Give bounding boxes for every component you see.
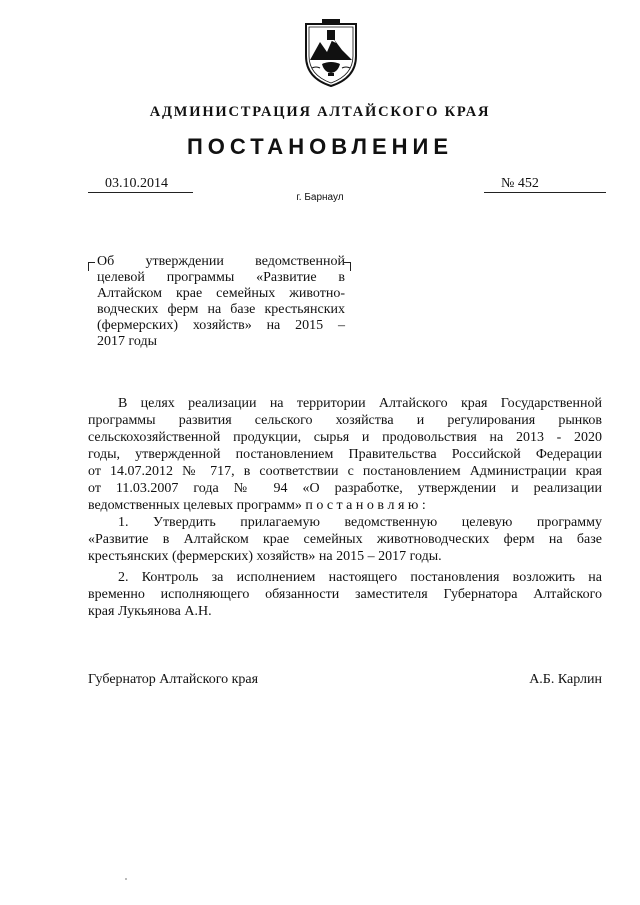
body-line: края Лукьянова А.Н. <box>88 604 212 619</box>
body-line: от 11.03.2007 года № 94 «О разработке, утверждении и реализации <box>88 481 602 496</box>
subject-line: Алтайском крае семейных животно- <box>97 286 345 301</box>
subject-line: целевой программы «Развитие в <box>97 270 345 285</box>
signatory-name: А.Б. Карлин <box>529 672 602 687</box>
preamble-paragraph <box>88 395 602 514</box>
subject-line: водческих ферм на базе крестьянских <box>97 302 345 317</box>
body-line: годы, утвержденной постановлением Правительства Российской Федерации <box>88 447 602 462</box>
subject-line: Об утверждении ведомственной <box>97 254 345 269</box>
body-line: от 14.07.2012 № 717, в соответствии с постановлением Администрации края <box>88 464 602 479</box>
body-line: программы развития сельского хозяйства и регулирования рынков <box>88 413 602 428</box>
body-line: крестьянских (фермерских) хозяйств» на 2015 – 2017 годы. <box>88 549 442 564</box>
document-date: 03.10.2014 <box>88 176 193 193</box>
document-body <box>88 395 602 620</box>
subject-bracket-left <box>88 262 95 271</box>
body-line: 2. Контроль за исполнением настоящего постановления возложить на <box>118 570 602 585</box>
body-line: сельскохозяйственной продукции, сырья и продовольствия на 2013 - 2020 <box>88 430 602 445</box>
body-line: временно исполняющего обязанности заместителя Губернатора Алтайского <box>88 587 602 602</box>
coat-of-arms-emblem <box>300 18 362 88</box>
signatory-role: Губернатор Алтайского края <box>88 672 259 687</box>
item-2-paragraph <box>88 569 602 620</box>
subject-bracket-right <box>344 262 351 271</box>
document-city: г. Барнаул <box>296 192 344 203</box>
body-line: ведомственных целевых программ» п о с т а н о в л я ю : <box>88 498 426 513</box>
organization-title: АДМИНИСТРАЦИЯ АЛТАЙСКОГО КРАЯ <box>149 104 491 120</box>
document-subject <box>97 254 345 350</box>
document-number: № 452 <box>484 176 606 193</box>
scan-speck <box>125 878 127 880</box>
subject-line: 2017 годы <box>97 334 158 349</box>
document-type-title: ПОСТАНОВЛЕНИЕ <box>186 134 454 159</box>
body-line: В целях реализации на территории Алтайского края Государственной <box>118 396 602 411</box>
item-1-paragraph <box>88 514 602 565</box>
subject-line: (фермерских) хозяйств» на 2015 – <box>97 318 345 333</box>
body-line: 1. Утвердить прилагаемую ведомственную целевую программу <box>118 515 602 530</box>
body-line: «Развитие в Алтайском крае семейных животноводческих ферм на базе <box>88 532 602 547</box>
